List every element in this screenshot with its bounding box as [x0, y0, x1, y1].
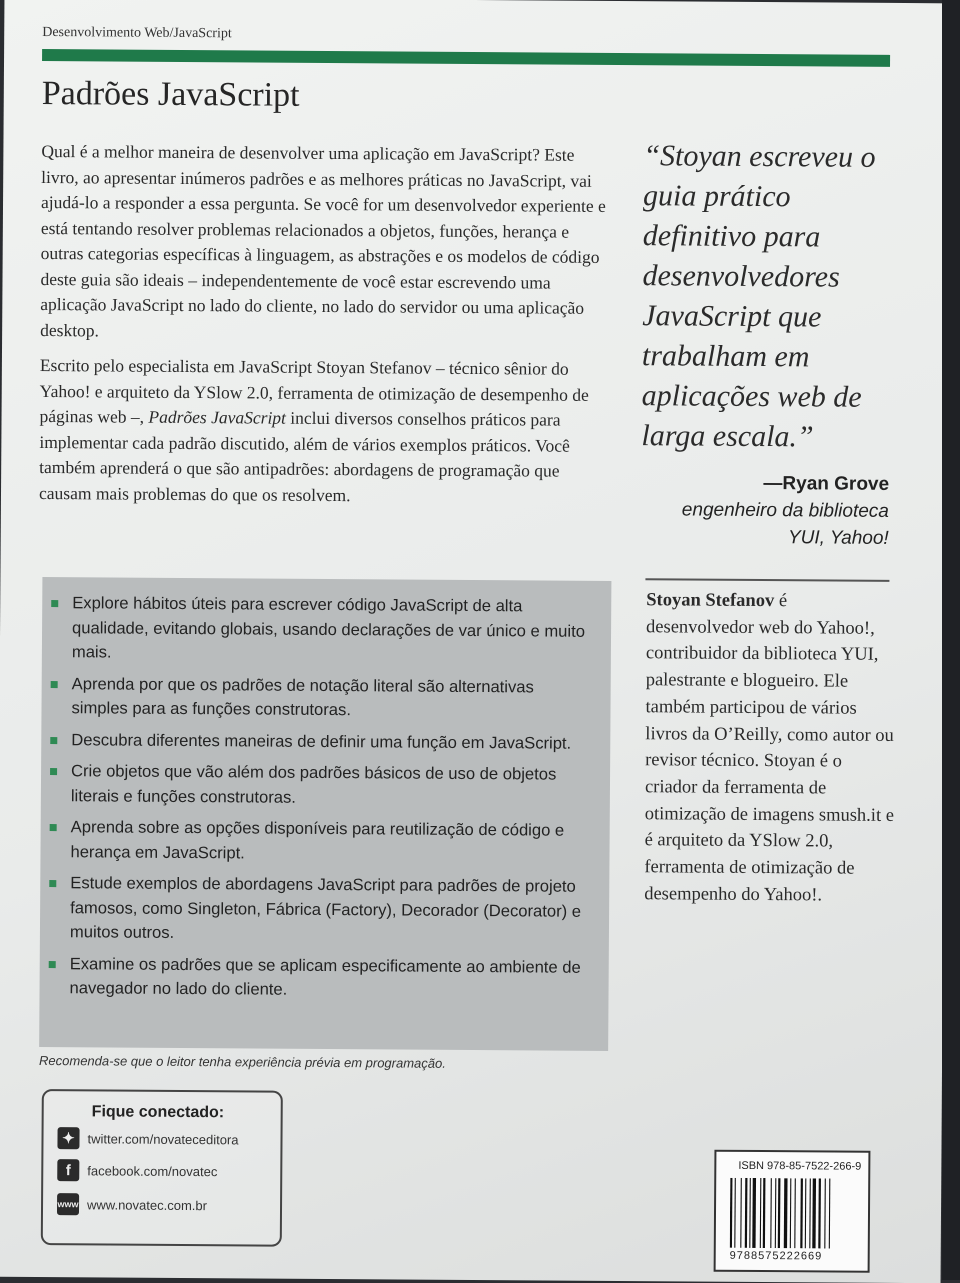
- barcode-bar: [812, 1178, 816, 1248]
- review-quote: “Stoyan escreveu o guia prático definitivo para desenvolvedores JavaScript que trabalham em aplicações web de larga escala.”: [641, 139, 876, 454]
- bullet-square-icon: [49, 961, 56, 968]
- barcode-bar: [749, 1178, 751, 1248]
- quote-author: —Ryan Grove: [763, 473, 890, 495]
- social-row-facebook[interactable]: [57, 1159, 217, 1182]
- barcode-image: [730, 1178, 856, 1249]
- intro-paragraph-2-pre: Escrito pelo especialista em JavaScript Stoyan Stefanov – técnico sênior do Yahoo! e arquiteto da YSlow 2.0, ferramenta de otimização de desempenho de páginas web –,: [39, 354, 589, 427]
- barcode-bar: [770, 1178, 772, 1248]
- bullet-square-icon: [51, 681, 58, 688]
- bullet-square-icon: [51, 600, 58, 607]
- prerequisite-note: Recomenda-se que o leitor tenha experiência prévia em programação.: [39, 1052, 446, 1071]
- website-link[interactable]: www.novatec.com.br: [86, 1196, 208, 1213]
- barcode-bar: [824, 1178, 826, 1248]
- barcode-number: 9788575222669: [729, 1249, 823, 1263]
- social-heading: Fique conectado:: [91, 1103, 225, 1122]
- twitter-icon: ✦: [57, 1127, 79, 1149]
- barcode-bar: [745, 1178, 748, 1248]
- social-row-twitter[interactable]: [57, 1127, 238, 1150]
- quote-attribution: [641, 469, 890, 552]
- list-item-text: Aprenda sobre as opções disponíveis para reutilização de código e herança em JavaScript.: [70, 817, 565, 862]
- barcode-bar: [775, 1178, 777, 1248]
- barcode-bar: [800, 1178, 803, 1248]
- barcode-bar: [790, 1178, 792, 1248]
- barcode-bar: [763, 1178, 766, 1248]
- feature-box: [39, 577, 611, 1051]
- barcode-bar: [760, 1178, 762, 1248]
- list-item: [70, 815, 589, 868]
- category-label: Desenvolvimento Web/JavaScript: [42, 24, 232, 42]
- isbn-label: ISBN 978-85-7522-266-9: [738, 1159, 862, 1173]
- barcode-bar: [752, 1178, 756, 1248]
- list-item-text: Crie objetos que vão além dos padrões básicos de uso de objetos literais e funções construtoras.: [70, 761, 557, 807]
- bullet-square-icon: [50, 824, 57, 831]
- list-item: [70, 871, 590, 948]
- list-item-text: Descubra diferentes maneiras de definir uma função em JavaScript.: [71, 729, 572, 753]
- author-bio-text: é desenvolvedor web do Yahoo!, contribuidor da biblioteca YUI, palestrante e blogueiro. Ele também participou de vários livros da O’Reilly, como autor ou revisor técnico. Stoyan é o criador da ferramenta de otimização de imagens smush.it e é arquiteto da YSlow 2.0, ferramenta de otimização de desempenho do Yahoo!.: [644, 591, 895, 906]
- twitter-link[interactable]: twitter.com/novateceditora: [87, 1130, 239, 1147]
- list-item: [71, 672, 590, 725]
- list-item: [71, 728, 590, 756]
- facebook-icon: f: [57, 1159, 79, 1181]
- facebook-link[interactable]: facebook.com/novatec: [87, 1162, 218, 1179]
- list-item: [69, 952, 588, 1005]
- bullet-square-icon: [49, 880, 56, 887]
- bullet-square-icon: [50, 737, 57, 744]
- barcode-bar: [784, 1178, 788, 1248]
- divider-line: [645, 578, 889, 582]
- barcode-bar: [809, 1178, 811, 1248]
- author-bio: [644, 587, 896, 909]
- web-icon: www: [57, 1193, 79, 1215]
- book-title: Padrões JavaScript: [41, 74, 300, 114]
- list-item-text: Estude exemplos de abordagens JavaScript para padrões de projeto famosos, como Singleton, Fábrica (Factory), Decorador (Decorator) e muitos outros.: [69, 873, 582, 942]
- barcode-bar: [740, 1178, 742, 1248]
- social-row-web[interactable]: [57, 1193, 207, 1216]
- background-edge: [942, 0, 960, 1280]
- barcode-bar: [818, 1178, 821, 1248]
- list-item-text: Aprenda por que os padrões de notação literal são alternativas simples para as funções construtoras.: [71, 673, 534, 720]
- intro-paragraph-1: Qual é a melhor maneira de desenvolver uma aplicação em JavaScript? Este livro, ao apresentar inúmeros padrões e as melhores práticas no JavaScript, vai ajudá-lo a responder a essa pergunta. Se você for um desenvolvedor experiente e está tentando resolver problemas relacionados a objetos, funções, herança e outras categorias específicas à linguagem, as abstrações e os modelos de código deste guia são ideais – independentemente de você estar escrevendo uma aplicação JavaScript no lado do cliente, no lado do servidor ou uma aplicação desktop.: [40, 140, 606, 340]
- barcode-bar: [829, 1179, 831, 1249]
- author-name: Stoyan Stefanov: [646, 590, 775, 612]
- intro-paragraph-2: [39, 353, 610, 510]
- isbn-barcode-box: [714, 1150, 871, 1273]
- list-item-text: Examine os padrões que se aplicam especificamente ao ambiente de navegador no lado do cliente.: [69, 953, 581, 999]
- barcode-bar: [778, 1178, 781, 1248]
- header-bar: [42, 49, 890, 67]
- barcode-bar: [734, 1178, 736, 1248]
- barcode-bar: [794, 1178, 796, 1248]
- intro-text: [39, 139, 612, 520]
- social-box: [41, 1089, 283, 1247]
- list-item-text: Explore hábitos úteis para escrever código JavaScript de alta qualidade, evitando globais, usando declarações de var único e muito mais.: [71, 593, 586, 662]
- intro-paragraph-2-post: inclui diversos conselhos práticos para implementar cada padrão discutido, além de vários exemplos práticos. Você também aprenderá o que são antipadrões: abordagens de programação que causam mais problemas do que os resolvem.: [38, 407, 570, 505]
- intro-book-title: Padrões JavaScript: [148, 406, 287, 428]
- feature-list: [39, 577, 611, 1004]
- barcode-bar: [805, 1178, 807, 1248]
- list-item: [72, 591, 592, 668]
- quote-author-role: engenheiro da biblioteca YUI, Yahoo!: [681, 499, 889, 549]
- list-item: [71, 759, 590, 812]
- bullet-square-icon: [50, 768, 57, 775]
- barcode-bar: [730, 1178, 733, 1248]
